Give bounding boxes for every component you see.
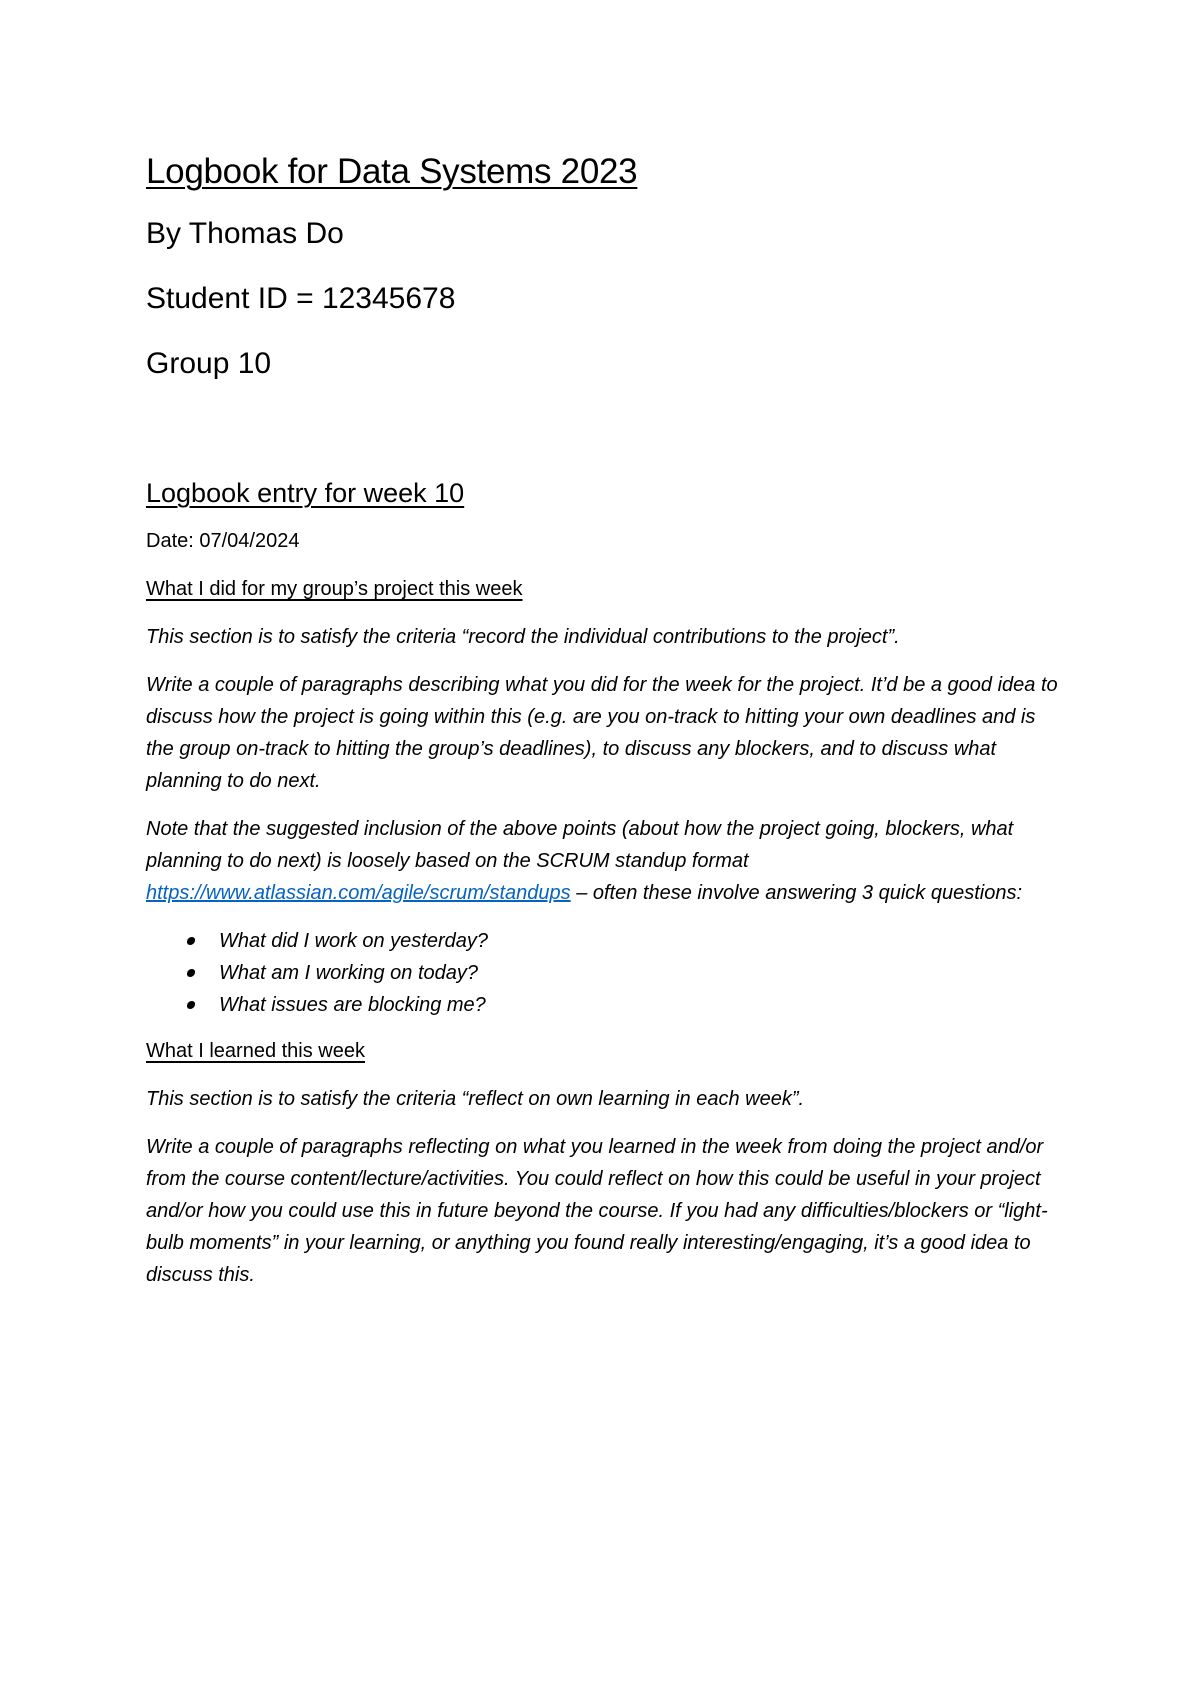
list-item-text: What issues are blocking me?	[219, 994, 486, 1016]
document-title: Logbook for Data Systems 2023	[146, 152, 638, 191]
author-line: By Thomas Do	[146, 217, 344, 250]
list-item-text: What am I working on today?	[219, 962, 479, 984]
scrum-note-text: Note that the suggested inclusion of the above points (about how the project going, blockers, what planning to do next) is loosely based on the SCRUM standup format	[146, 818, 1014, 872]
scrum-note-text-end: – often these involve answering 3 quick questions:	[570, 882, 1023, 904]
contributions-paragraph: Write a couple of paragraphs describing what you did for the week for the project. It’d be a good idea to discuss how the project is going within this (e.g. are you on-track to hitting your own deadlines and is the group on-track to hitting the group’s deadlines), to discuss any blockers, and to discuss what planning to do next.	[146, 674, 1058, 792]
list-item-text: What did I work on yesterday?	[219, 930, 489, 952]
scrum-standups-link[interactable]: https://www.atlassian.com/agile/scrum/standups	[146, 882, 571, 904]
group-line: Group 10	[146, 347, 272, 380]
learning-criteria: This section is to satisfy the criteria “reflect on own learning in each week”.	[146, 1088, 805, 1110]
contributions-criteria: This section is to satisfy the criteria “record the individual contributions to the project”.	[146, 626, 900, 648]
student-id-line: Student ID = 12345678	[146, 282, 456, 315]
section-heading-learning: What I learned this week	[146, 1040, 365, 1062]
list-item	[146, 957, 1066, 989]
scrum-note-paragraph	[146, 813, 1066, 909]
learning-paragraph: Write a couple of paragraphs reflecting on what you learned in the week from doing the project and/or from the course content/lecture/activities. You could reflect on how this could be useful in your project and/or how you could use this in future beyond the course. If you had any difficulties/blockers or “light-bulb moments” in your learning, or anything you found really interesting/engaging, it’s a good idea to discuss this.	[146, 1136, 1048, 1286]
entry-title: Logbook entry for week 10	[146, 478, 465, 508]
section-heading-contributions: What I did for my group’s project this week	[146, 578, 523, 600]
bullet-icon	[186, 969, 196, 977]
bullet-icon	[186, 937, 196, 945]
standup-questions-list	[146, 925, 1066, 1021]
list-item	[146, 925, 1066, 957]
list-item	[146, 989, 1066, 1021]
bullet-icon	[186, 1001, 196, 1009]
document-content	[146, 150, 1066, 1307]
entry-date: Date: 07/04/2024	[146, 530, 300, 552]
